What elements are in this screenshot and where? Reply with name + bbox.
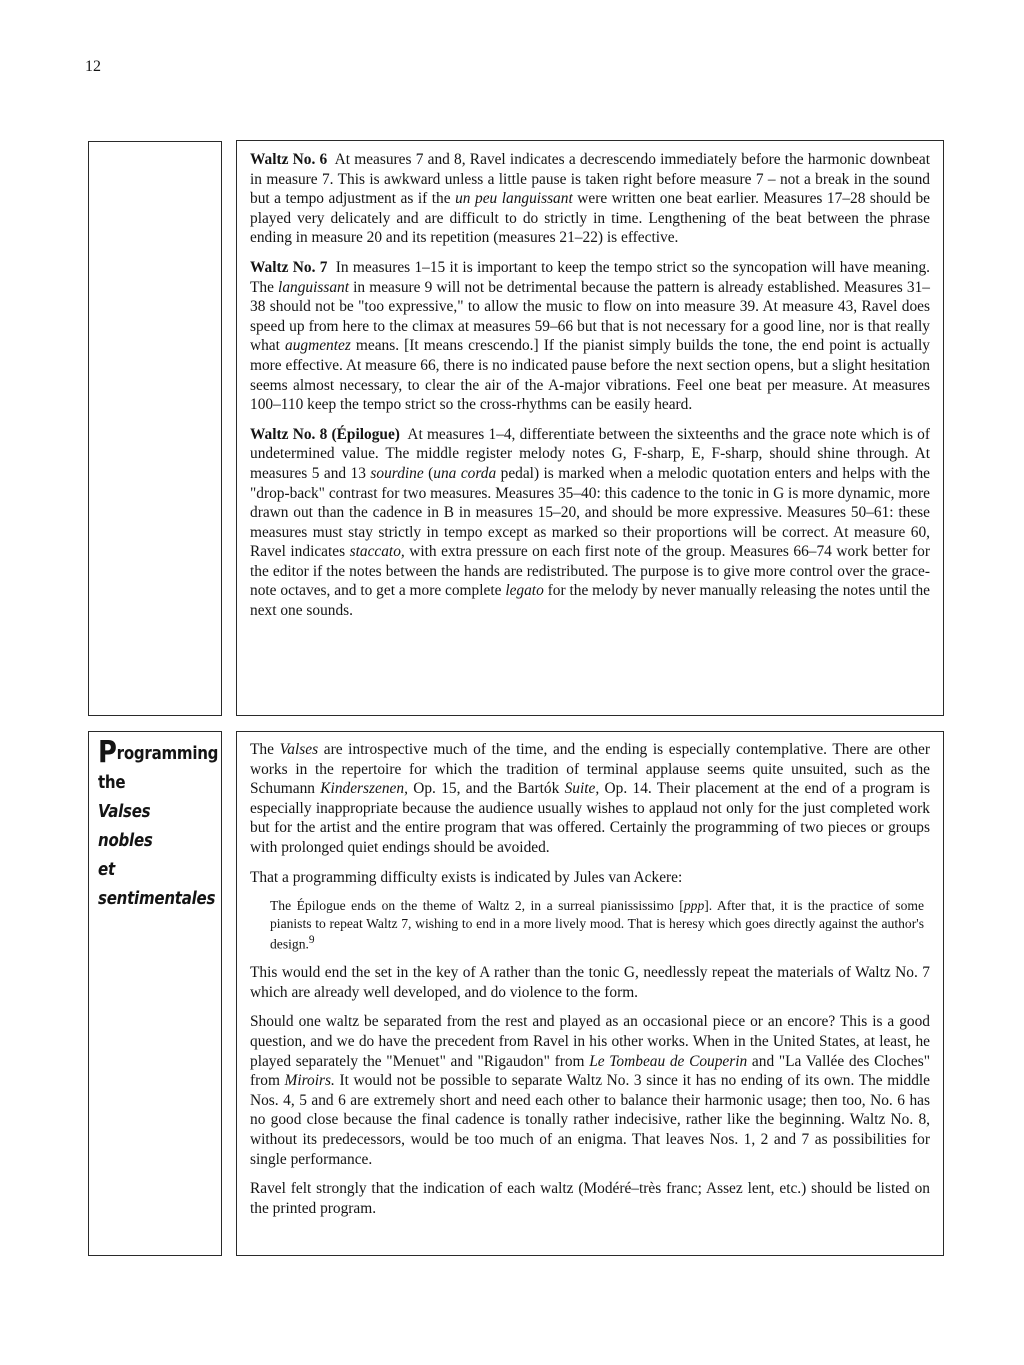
paragraph-emphasis: Miroirs. bbox=[284, 1072, 335, 1090]
waltz-7-text: In measures 1–15 it is important to keep the tempo strict so the syncopation will have meaning. The bbox=[250, 258, 930, 296]
programming-paragraph-2: That a programming difficulty exists is indicated by Jules van Ackere: bbox=[250, 868, 683, 886]
waltz-8-emphasis: staccato, bbox=[349, 543, 405, 561]
waltz-6-emphasis: un peu languissant bbox=[455, 190, 573, 208]
page-number: 12 bbox=[85, 58, 101, 75]
waltz-6-text: were written one beat earlier. Measures 17–28 should be played very delicately and are difficult to do strictly in time. Lengthening of the beat between the phrase ending in measure 20 and its repetition (measures 21–22) is effective. bbox=[250, 190, 930, 247]
waltz-8-text: for the melody by never manually releasing the notes until the next one sounds. bbox=[250, 582, 930, 620]
waltz-6-paragraph bbox=[250, 150, 930, 248]
heading-text: Valses bbox=[98, 802, 151, 822]
programming-section bbox=[250, 740, 930, 1228]
waltz-8-text: pedal) is marked when a melodic quotation enters and helps with the "drop-back" contrast for two measures. Measures 35–40: this cadence to the tonic in G is more dynamic, more drawn out than the cadence in B in measures 15–20, and should be more expressive. Measures 50–61: these measures must stay strictly in tempo except as marked so their proportions will be correct. At measure 60, Ravel indicates bbox=[250, 464, 930, 561]
quote-text: ]. After that, it is the practice of some pianists to repeat Waltz 7, wishing to end in a more lively mood. That is heresy which goes directly against the author's design. bbox=[270, 898, 924, 952]
heading-drop-cap: P bbox=[98, 735, 117, 770]
block-quote bbox=[270, 897, 924, 953]
paragraph-text: Op. 14. Their placement at the end of a program is especially inappropriate because the audience usually wishes to applaud not only for the just completed work but for the artist and the entire program that was offered. Certainly the programming of two pieces or groups with prolonged quiet endings should be avoided. bbox=[250, 780, 931, 856]
waltz-6-text: At measures 7 and 8, Ravel indicates a decrescendo immediately before the harmonic downbeat in measure 7. This is awkward unless a little pause is taken right before measure 7 – not a break in the sound but a tempo adjustment as if the bbox=[250, 151, 930, 208]
heading-text: nobles bbox=[98, 831, 153, 851]
programming-paragraph-4 bbox=[250, 1012, 930, 1169]
paragraph-text: are introspective much of the time, and the ending is especially contemplative. There are other works in the repertoire for which the tradition of terminal applause seems quite unsuited, such as the Schumann bbox=[250, 741, 930, 798]
paragraph-emphasis: Valses bbox=[279, 741, 319, 758]
waltz-7-paragraph bbox=[250, 258, 930, 415]
waltz-8-heading: Waltz No. 8 (Épilogue) bbox=[250, 425, 400, 443]
paragraph-text: and "La Vallée des Cloches" from bbox=[250, 1052, 930, 1090]
waltz-8-text: ( bbox=[423, 464, 434, 482]
heading-text: sentimentales bbox=[98, 889, 216, 909]
paragraph-emphasis: Kinderszenen, bbox=[320, 780, 408, 798]
waltz-8-emphasis: una corda bbox=[433, 464, 497, 482]
heading-text: the bbox=[98, 773, 126, 793]
footnote-marker: 9 bbox=[308, 934, 315, 947]
programming-paragraph-3: This would end the set in the key of A rather than the tonic G, needlessly repeat the materials of Waltz No. 7 which are already well developed, and do violence to the form. bbox=[250, 964, 930, 1001]
paragraph-text: It would not be possible to separate Waltz No. 3 since it has no ending of its own. The middle Nos. 4, 5 and 6 are extremely short and need each other to balance their harmonic usage; then too, No. 6 has no good close because the final cadence is tonally rather indecisive, rather like the beginning. Waltz No. 8, without its predecessors, would be too much of an enigma. That leaves Nos. 1, 2 and 7 as possibilities for single performance. bbox=[250, 1072, 930, 1168]
paragraph-text: Should one waltz be separated from the rest and played as an occasional piece or an encore? This is a good question, and we do have the precedent from Ravel in his other works. When in the United States, at least, he played separately the "Menuet" and "Rigaudon" from bbox=[250, 1013, 930, 1070]
paragraph-text: The bbox=[250, 741, 280, 758]
waltz-8-emphasis: legato bbox=[505, 582, 544, 600]
programming-paragraph-5: Ravel felt strongly that the indication of each waltz (Modéré–très franc; Assez lent, etc.) should be listed on the printed program. bbox=[250, 1180, 930, 1217]
quote-text: The Épilogue ends on the theme of Waltz 2, in a surreal pianississimo [ bbox=[270, 898, 684, 914]
waltz-6-heading: Waltz No. 6 bbox=[250, 151, 328, 168]
waltz-7-emphasis: augmentez bbox=[285, 337, 351, 355]
heading-text: et bbox=[98, 860, 115, 880]
waltz-8-paragraph bbox=[250, 425, 930, 621]
waltz-notes-section bbox=[250, 150, 930, 631]
section-heading-programming bbox=[98, 735, 219, 914]
waltz-7-text: means. [It means crescendo.] If the pianist simply builds the tone, the end point is actually more effective. At measure 66, there is no indicated pause before the next section opens, but a slight hesitation seems almost necessary, to clear the air of the A-major vibrations. Feel one beat per measure. At measures 100–110 keep the tempo strict so the cross-rhythms can be easily heard. bbox=[250, 337, 931, 414]
waltz-7-text: in measure 9 will not be detrimental because the pattern is already established. Measures 31–38 should not be "too expressive," to allow the music to flow on into measure 39. At measure 43, Ravel does speed up from here to the climax at measures 59–66 but that is not necessary for a good line, nor is that really what bbox=[250, 278, 930, 355]
waltz-8-text: with extra pressure on each first note of the group. Measures 66–74 work better for the editor if the notes between the hands are redistributed. The purpose is to give more control over the grace-note octaves, and to get a more complete bbox=[250, 543, 930, 600]
waltz-7-emphasis: languissant bbox=[278, 278, 350, 296]
waltz-8-emphasis: sourdine bbox=[370, 464, 424, 482]
paragraph-emphasis: Suite, bbox=[564, 780, 600, 798]
quote-emphasis: ppp bbox=[683, 898, 705, 914]
waltz-8-text: At measures 1–4, differentiate between the sixteenths and the grace note which is of undetermined value. The middle register melody notes G, F-sharp, E, F-sharp, should shine through. At measures 5 and 13 bbox=[250, 425, 931, 482]
paragraph-emphasis: Le Tombeau de Couperin bbox=[589, 1052, 748, 1070]
heading-text: rogramming bbox=[116, 744, 219, 764]
paragraph-text: Op. 15, and the Bartók bbox=[407, 780, 565, 798]
programming-paragraph-1 bbox=[250, 740, 930, 858]
sidebar-box-top bbox=[88, 141, 222, 716]
waltz-7-heading: Waltz No. 7 bbox=[250, 258, 328, 276]
